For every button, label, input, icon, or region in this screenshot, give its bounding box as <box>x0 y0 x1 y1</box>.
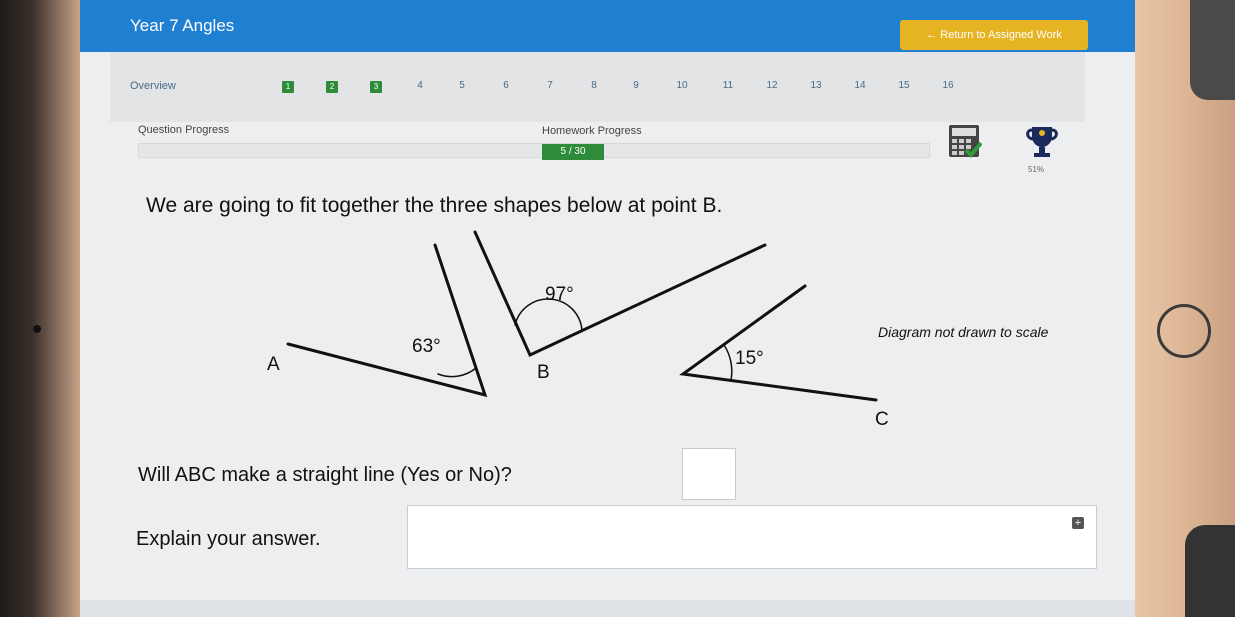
question-number-9[interactable]: 9 <box>633 80 639 91</box>
device-corner-bottom <box>1185 525 1235 617</box>
header-bar <box>80 0 1135 52</box>
question-number-16[interactable]: 16 <box>942 80 954 91</box>
point-b-label: B <box>537 362 550 383</box>
screen <box>80 0 1135 617</box>
page-title: Year 7 Angles <box>130 16 235 35</box>
home-button[interactable] <box>1157 304 1211 358</box>
progress-percent: 51% <box>1028 165 1045 174</box>
question-number-5[interactable]: 5 <box>459 80 465 91</box>
overview-link[interactable]: Overview <box>130 80 176 92</box>
question-progress-label: Question Progress <box>138 124 230 136</box>
yes-no-answer-input[interactable] <box>682 448 736 500</box>
return-to-assigned-work-button[interactable]: ← Return to Assigned Work <box>900 20 1088 50</box>
calculator-icon[interactable] <box>948 124 982 158</box>
explain-prompt: Explain your answer. <box>136 528 321 550</box>
point-c-label: C <box>875 409 889 430</box>
question-number-2[interactable]: 2 <box>326 81 338 93</box>
question-navigation <box>110 52 1085 122</box>
question-number-14[interactable]: 14 <box>854 80 866 91</box>
question-number-6[interactable]: 6 <box>503 80 509 91</box>
plus-icon[interactable]: + <box>1072 517 1084 529</box>
question-number-11[interactable]: 11 <box>722 80 734 91</box>
straight-line-question: Will ABC make a straight line (Yes or No)? <box>138 464 512 486</box>
homework-progress-badge: 5 / 30 <box>542 144 604 160</box>
question-number-8[interactable]: 8 <box>591 80 597 91</box>
question-number-10[interactable]: 10 <box>676 80 688 91</box>
question-number-3[interactable]: 3 <box>370 81 382 93</box>
question-progress-bar <box>138 143 930 158</box>
question-number-13[interactable]: 13 <box>810 80 822 91</box>
angle-15-label: 15° <box>735 348 764 369</box>
camera-dot <box>33 325 41 333</box>
angle-63-label: 63° <box>412 336 441 357</box>
device-bezel-left <box>0 0 80 617</box>
device-corner-top <box>1190 0 1235 100</box>
diagram-note: Diagram not drawn to scale <box>878 324 1049 340</box>
question-number-1[interactable]: 1 <box>282 81 294 93</box>
homework-progress-label: Homework Progress <box>542 125 642 137</box>
explain-answer-input[interactable] <box>407 505 1097 569</box>
point-a-label: A <box>267 354 280 375</box>
angle-97-label: 97° <box>545 284 574 305</box>
question-number-12[interactable]: 12 <box>766 80 778 91</box>
question-number-4[interactable]: 4 <box>417 80 423 91</box>
question-text: We are going to fit together the three shapes below at point B. <box>146 194 723 217</box>
trophy-icon[interactable] <box>1024 124 1060 160</box>
question-number-7[interactable]: 7 <box>547 80 553 91</box>
screen-bottom-edge <box>80 600 1135 617</box>
question-number-15[interactable]: 15 <box>898 80 910 91</box>
